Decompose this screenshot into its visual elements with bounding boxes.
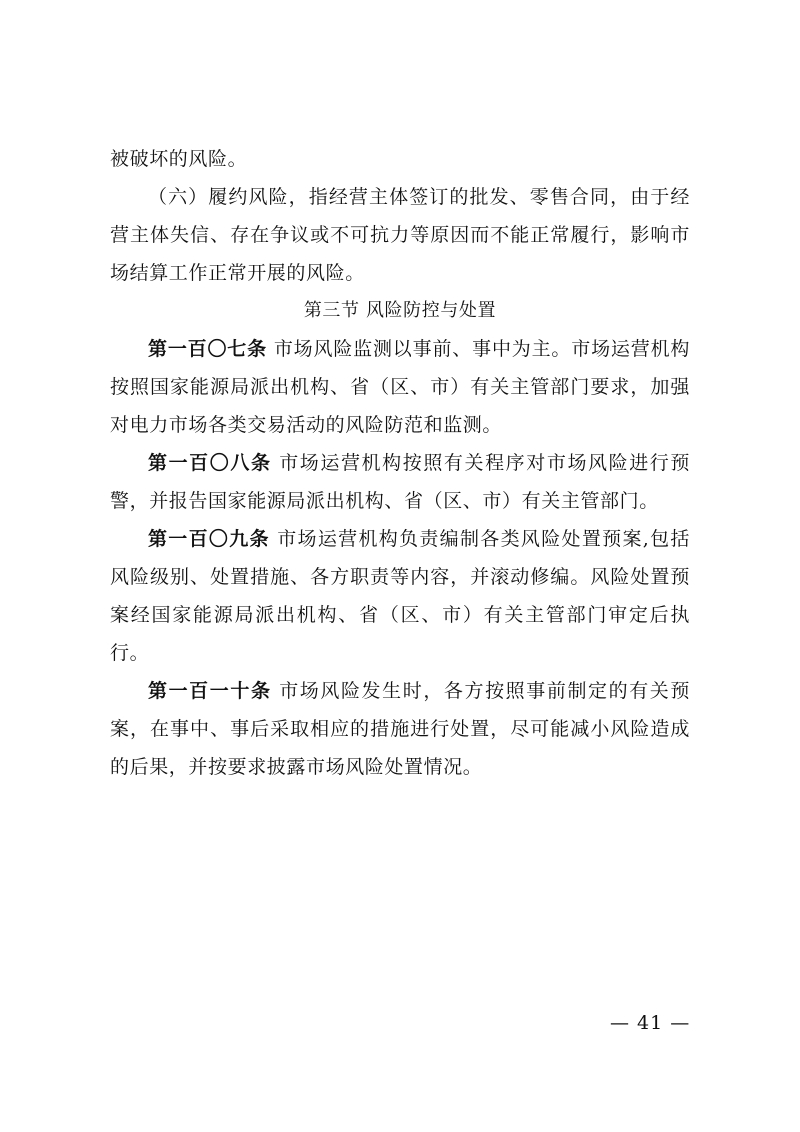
article-108-title: 第一百〇八条 (148, 452, 272, 474)
article-108 (110, 444, 690, 520)
article-107 (110, 330, 690, 444)
section-heading: 第三节 风险防控与处置 (303, 300, 497, 321)
article-109 (110, 520, 690, 672)
article-110 (110, 672, 690, 786)
page-number: — 41 — (610, 1012, 691, 1034)
continuation-paragraph: 被破坏的风险。 (110, 148, 248, 170)
article-110-title: 第一百一十条 (148, 680, 272, 702)
document-body (110, 140, 690, 786)
article-110-text: 市场风险发生时，各方按照事前制定的有关预案，在事中、事后采取相应的措施进行处置，尽可能减小风险造成的后果，并按要求披露市场风险处置情况。 (110, 680, 690, 778)
article-107-text: 市场风险监测以事前、事中为主。市场运营机构按照国家能源局派出机构、省（区、市）有关主管部门要求，加强对电力市场各类交易活动的风险防范和监测。 (110, 338, 690, 436)
article-109-title: 第一百〇九条 (148, 528, 270, 550)
article-107-title: 第一百〇七条 (148, 338, 267, 360)
article-109-text: 市场运营机构负责编制各类风险处置预案,包括风险级别、处置措施、各方职责等内容，并滚动修编。风险处置预案经国家能源局派出机构、省（区、市）有关主管部门审定后执行。 (110, 528, 691, 664)
item-6-paragraph: （六）履约风险，指经营主体签订的批发、零售合同，由于经营主体失信、存在争议或不可抗力等原因而不能正常履行，影响市场结算工作正常开展的风险。 (110, 186, 690, 284)
article-108-text: 市场运营机构按照有关程序对市场风险进行预警，并报告国家能源局派出机构、省（区、市）有关主管部门。 (110, 452, 690, 512)
